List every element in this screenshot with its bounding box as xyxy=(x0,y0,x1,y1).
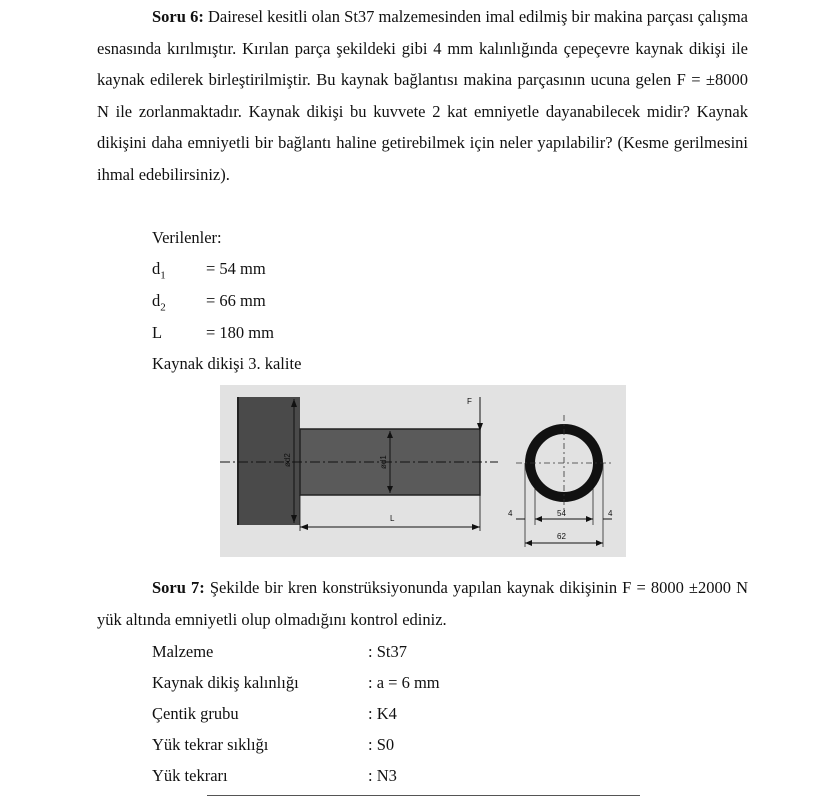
soru6-text: Dairesel kesitli olan St37 malzemesinden imal edilmiş bir makina parçası çalışma esnasında kırılmıştır. Kırılan parça şekildeki gibi 4 mm kalınlığında çepeçevre kaynak dikişi ile kaynak edilerek birleştirilmiştir. Bu kaynak bağlantısı makina parçasının ucuna gelen F = ±8000 N ile zorlanmaktadır. Kaynak dikişi bu kuvvete 2 kat emniyetle dayanabilecek midir? Kaynak dikişini daha emniyetli bir bağlantı haline getirebilmek için neler yapılabilir? (Kesme gerilmesini ihmal edebilirsiniz). xyxy=(97,7,749,184)
row-value: : S0 xyxy=(368,735,395,754)
row-label: Yük tekrar sıklığı xyxy=(152,735,269,754)
soru7-text: Şekilde bir kren konstrüksiyonunda yapılan kaynak dikişinin F = 8000 ±2000 N yük altında emniyetli olup olmadığını kontrol ediniz. xyxy=(97,578,748,629)
given-symbol: L xyxy=(152,323,163,342)
weld-drawing xyxy=(220,385,626,557)
row-value: : a = 6 mm xyxy=(368,673,440,692)
bottom-rule xyxy=(207,795,640,796)
row-label: Yük tekrarı xyxy=(152,766,228,785)
row-label: Malzeme xyxy=(152,642,214,661)
given-value: = 180 mm xyxy=(206,323,274,342)
row-value: : St37 xyxy=(368,642,407,661)
soru6-paragraph xyxy=(97,1,748,190)
given-value: = 66 mm xyxy=(206,291,266,310)
soru7-paragraph xyxy=(97,572,748,635)
row-label: Çentik grubu xyxy=(152,704,239,723)
given-symbol: $d_1$ xyxy=(152,259,166,282)
given-value: = 54 mm xyxy=(206,259,266,278)
length-label: L xyxy=(390,514,395,523)
inner-diameter-label: 54 xyxy=(557,509,566,518)
d2-dim-label: ød2 xyxy=(283,453,292,467)
outer-diameter-label: 62 xyxy=(557,532,566,541)
row-value: : K4 xyxy=(368,704,397,723)
given-symbol: $d_2$ xyxy=(152,291,166,314)
given-title: Verilenler: xyxy=(152,228,222,247)
soru6-label: Soru 6: xyxy=(152,7,204,26)
weld-figure xyxy=(220,385,626,557)
soru7-label: Soru 7: xyxy=(152,578,205,597)
row-label: Kaynak dikiş kalınlığı xyxy=(152,673,299,692)
d1-dim-label: ød1 xyxy=(379,455,388,469)
row-value: : N3 xyxy=(368,766,397,785)
thickness-right-label: 4 xyxy=(608,509,613,518)
force-label: F xyxy=(467,397,472,406)
weld-quality: Kaynak dikişi 3. kalite xyxy=(152,354,302,373)
thickness-left-label: 4 xyxy=(508,509,513,518)
